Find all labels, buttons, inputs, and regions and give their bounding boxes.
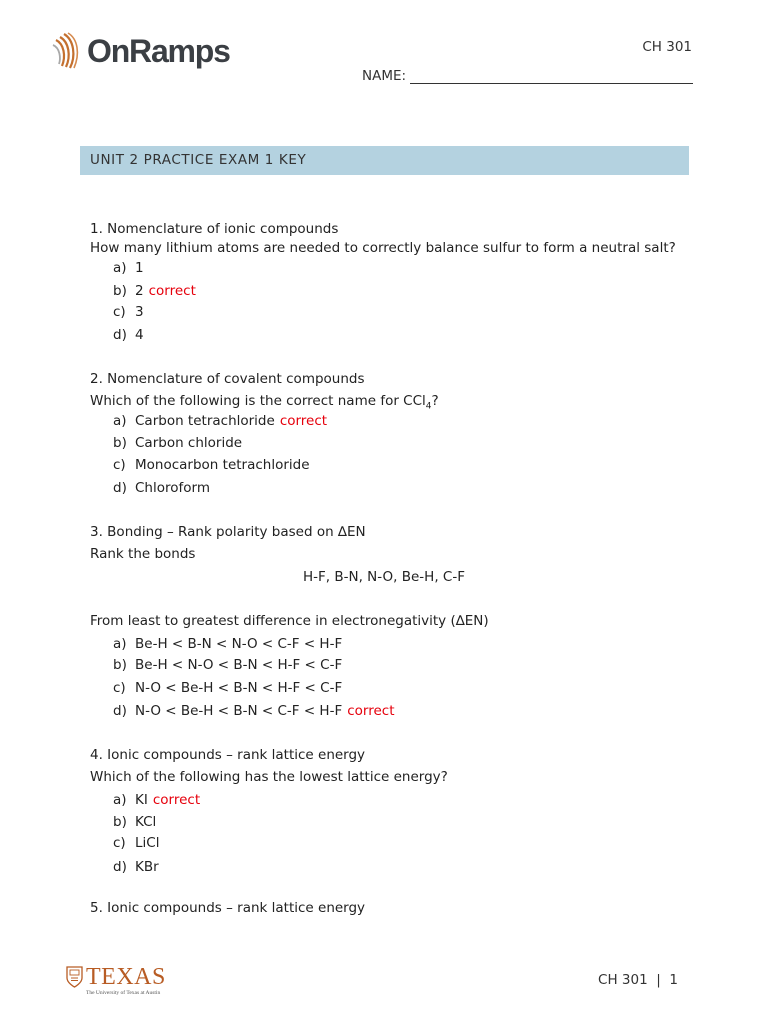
option-letter: a) (113, 260, 127, 276)
ut-seal-icon (66, 966, 83, 988)
q2-option-d (113, 480, 210, 496)
option-text: Chloroform (135, 480, 210, 496)
q3-option-b (113, 657, 342, 673)
texas-subtitle: The University of Texas at Austin (86, 990, 161, 996)
q2-heading: 2. Nomenclature of covalent compounds (90, 371, 365, 387)
name-label: NAME: (362, 68, 407, 84)
q4-option-b (113, 814, 156, 830)
option-letter: a) (113, 636, 127, 652)
option-letter: c) (113, 835, 126, 851)
option-letter: b) (113, 435, 127, 451)
q2-option-b (113, 435, 242, 451)
option-letter: b) (113, 814, 127, 830)
q1-prompt: How many lithium atoms are needed to correctly balance sulfur to form a neutral salt? (90, 240, 676, 256)
option-letter: a) (113, 413, 127, 429)
q4-option-d (113, 859, 159, 875)
option-letter: a) (113, 792, 127, 808)
option-text: Carbon tetrachloride (135, 413, 275, 429)
q1-heading: 1. Nomenclature of ionic compounds (90, 221, 339, 237)
brand-name: OnRamps (87, 32, 230, 69)
option-text: Monocarbon tetrachloride (135, 457, 310, 473)
option-text: Be-H < N-O < B-N < H-F < C-F (135, 657, 343, 673)
q1-option-b (113, 283, 196, 299)
title-bar (80, 146, 689, 175)
onramps-swoosh-icon (50, 32, 86, 70)
name-underline (410, 69, 693, 84)
q4-prompt: Which of the following has the lowest lattice energy? (90, 769, 448, 785)
correct-marker: correct (148, 283, 196, 299)
option-letter: b) (113, 283, 127, 299)
course-code: CH 301 (642, 39, 692, 55)
q2-prompt (90, 393, 439, 412)
q1-option-c (113, 304, 144, 320)
option-text: Carbon chloride (135, 435, 243, 451)
option-text: LiCl (135, 835, 160, 851)
q2-prompt-end: ? (431, 393, 439, 409)
q3-heading: 3. Bonding – Rank polarity based on ∆EN (90, 524, 366, 540)
option-letter: d) (113, 703, 127, 719)
option-text: Be-H < B-N < N-O < C-F < H-F (135, 636, 343, 652)
option-text: 2 (135, 283, 144, 299)
texas-wordmark: TEXAS (86, 964, 166, 990)
q3-option-c (113, 680, 342, 696)
option-text: KBr (135, 859, 159, 875)
option-letter: d) (113, 480, 127, 496)
q3-instruction: From least to greatest difference in electronegativity (∆EN) (90, 613, 489, 629)
option-letter: c) (113, 457, 126, 473)
option-text: 3 (135, 304, 144, 320)
q2-prompt-subscript: 4 (425, 401, 432, 412)
q3-prompt: Rank the bonds (90, 546, 196, 562)
page-title: UNIT 2 PRACTICE EXAM 1 KEY (90, 152, 307, 168)
q1-option-a (113, 260, 144, 276)
option-text: 4 (135, 327, 144, 343)
q4-option-c (113, 835, 159, 851)
option-text: KI (135, 792, 148, 808)
onramps-logo (50, 32, 230, 70)
option-text: N-O < Be-H < B-N < H-F < C-F (135, 680, 343, 696)
q2-prompt-text: Which of the following is the correct name for CCl (90, 393, 426, 409)
q5-heading: 5. Ionic compounds – rank lattice energy (90, 900, 366, 916)
correct-marker: correct (347, 703, 395, 719)
name-field (362, 68, 693, 84)
option-letter: b) (113, 657, 127, 673)
option-letter: d) (113, 859, 127, 875)
q3-option-d (113, 703, 395, 719)
option-text: N-O < Be-H < B-N < C-F < H-F (135, 703, 343, 719)
correct-marker: correct (279, 413, 328, 429)
q1-option-d (113, 327, 144, 343)
option-text: KCl (135, 814, 157, 830)
correct-marker: correct (152, 792, 201, 808)
page-number: CH 301 | 1 (598, 972, 678, 988)
ut-texas-logo (66, 965, 166, 996)
option-letter: c) (113, 304, 126, 320)
option-letter: c) (113, 680, 126, 696)
q2-option-c (113, 457, 310, 473)
option-letter: d) (113, 327, 127, 343)
q2-option-a (113, 413, 327, 429)
option-text: 1 (135, 260, 144, 276)
q3-option-a (113, 636, 342, 652)
q4-heading: 4. Ionic compounds – rank lattice energy (90, 747, 366, 763)
q4-option-a (113, 792, 200, 808)
q3-bonds: H-F, B-N, N-O, Be-H, C-F (303, 569, 465, 585)
